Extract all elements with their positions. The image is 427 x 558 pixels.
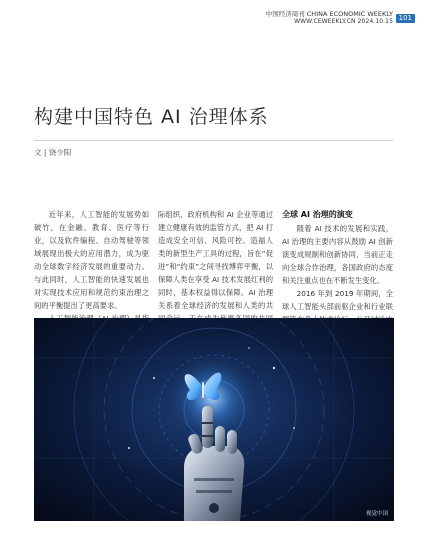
image-credit: 视觉中国 <box>365 511 388 517</box>
title-divider <box>34 140 393 141</box>
page-header <box>266 10 413 26</box>
section-heading: 全球 AI 治理的演变 <box>282 210 353 219</box>
site-and-date: WWW.CEWEEKLY.CN 2024.10.15 <box>294 18 393 26</box>
article-title: 构建中国特色 AI 治理体系 <box>34 106 269 128</box>
paragraph: 际组织、政府机构和 AI 企业等通过建立健康有效的监管方式，把 AI 打造成安全可信、风险可控、造福人类的新型生产工具的过程，旨在“促进”和“约束”之间寻找博弈平衡，以保障人类在享受 AI 技术发展红利的同时，基本权益得以保障。AI 治理关系着全球经济的发展和人类的共 <box>158 210 273 310</box>
byline: 文 | 饶少阳 <box>34 148 72 157</box>
paragraph: 近年来，人工智能的发展势如破竹，在金融、教育、医疗等行业，以及软件编程、自动驾驶等领域展现出极大的应用潜力，成为驱动全球数字经济发展的重要动力。与此同时，人工智能的快速发展也对实现技术应用和规范约束治理之间的平衡提出了更高要求。 <box>34 210 149 310</box>
robot-hand-butterfly-image <box>34 318 394 521</box>
paragraph: 2016 年到 2019 年期间，全球人工智能头部前驱企业和行业联 <box>282 289 393 311</box>
magazine-name: 中国经济周刊 CHINA ECONOMIC WEEKLY <box>265 10 393 18</box>
paragraph: 随着 AI 技术的发展和实践，AI 治理的主要内容从鼓励 AI 创新演变成规制和创新协同，当前正走向全球合作治理，各国政府的态度和关注重点也在不断发生变化。 <box>282 224 393 285</box>
page-number: 101 <box>396 14 415 23</box>
